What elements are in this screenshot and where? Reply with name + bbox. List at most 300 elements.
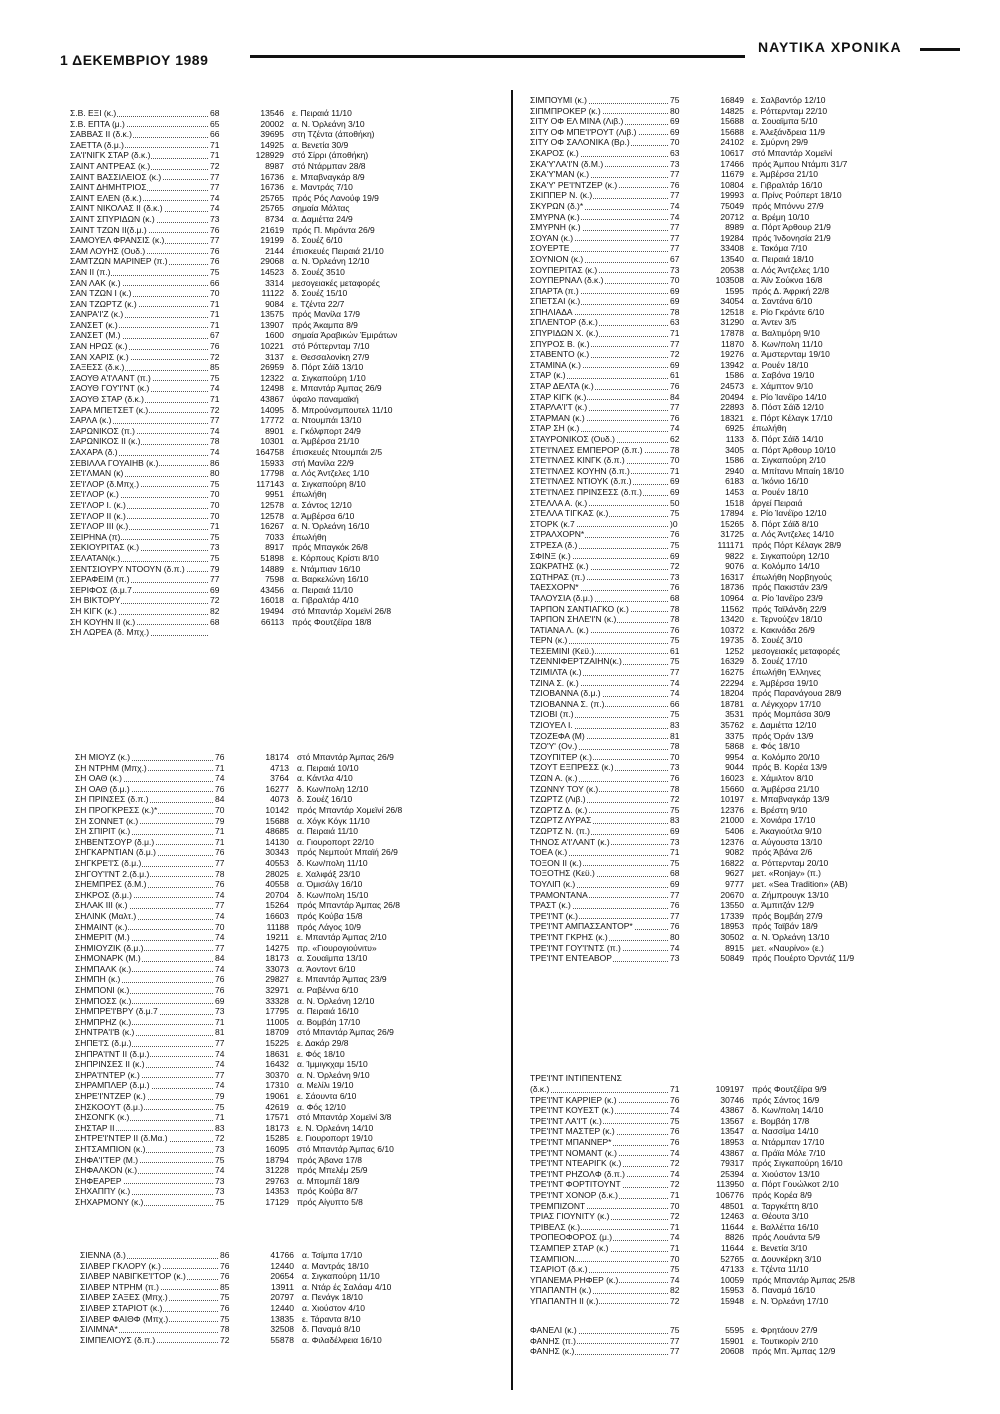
ship-row xyxy=(530,1243,970,1254)
build-year-text: 77 xyxy=(670,667,680,678)
build-year xyxy=(670,551,692,562)
build-year xyxy=(215,1017,237,1028)
tonnage xyxy=(692,868,752,879)
build-year xyxy=(215,837,237,848)
ship-row xyxy=(70,426,490,437)
position xyxy=(752,784,970,795)
position xyxy=(752,1105,970,1116)
ship-name xyxy=(70,193,210,204)
ship-row xyxy=(75,1006,495,1017)
ship-name-text: ΣΗΡΑ'Ι'ΝΤΕΡ (κ.) xyxy=(75,1069,140,1080)
build-year xyxy=(670,1158,692,1169)
ship-name-text: ΤΣΑΜΠΕΡ ΣΤΑΡ (κ.) xyxy=(530,1242,609,1253)
ship-row xyxy=(70,373,490,384)
build-year-text: 78 xyxy=(670,614,680,625)
position xyxy=(297,1102,495,1113)
build-year-text: 80 xyxy=(670,931,680,942)
tonnage-text: 30343 xyxy=(265,847,289,858)
ship-row xyxy=(70,309,490,320)
ship-row xyxy=(530,582,970,593)
build-year xyxy=(670,381,692,392)
build-year-text: 70 xyxy=(210,499,220,510)
position xyxy=(297,1197,495,1208)
build-year xyxy=(215,1133,237,1144)
tonnage-text: 16018 xyxy=(260,595,284,606)
ship-name-text: ΣΑΟΥΘ ΓΟΥ'Ι'ΝΤ (κ.) xyxy=(70,383,150,394)
ship-name xyxy=(70,436,210,447)
ship-name xyxy=(70,246,210,257)
ship-name-text: ΣΚΑ'Υ'ΜΑΝ (κ.) xyxy=(530,169,590,180)
tonnage xyxy=(692,604,752,615)
build-year-text: 77 xyxy=(210,171,220,182)
ship-name xyxy=(530,879,670,890)
position-text: δ. Παναμά 8/10 xyxy=(302,1324,361,1335)
build-year xyxy=(670,868,692,879)
ship-name xyxy=(530,1179,670,1190)
position xyxy=(752,360,970,371)
ship-name-text: ΤΡΕ'Ι'ΝΤ ΝΟΜΑΝΤ (κ.) xyxy=(530,1147,617,1158)
build-year-text: 74 xyxy=(215,1080,225,1091)
position-text: ε. Τακόμα 7/10 xyxy=(752,243,808,254)
ship-name xyxy=(530,540,670,551)
ship-name xyxy=(75,900,215,911)
build-year-text: 65 xyxy=(210,118,220,129)
ship-name-text: ΤΡΟΠΕΟΦΟΡΟΣ (μ.) xyxy=(530,1232,613,1243)
tonnage-text: 12578 xyxy=(260,499,284,510)
position-text: στό Μπαντάρ Άμπας 6/10 xyxy=(297,1143,394,1154)
ship-name xyxy=(80,1292,220,1303)
position-text: α. Μελίλι 19/10 xyxy=(297,1080,354,1091)
ship-row xyxy=(530,1211,970,1222)
build-year xyxy=(210,383,232,394)
build-year-text: 77 xyxy=(210,235,220,246)
tonnage xyxy=(232,617,292,628)
position-text: α. Θέουτα 3/10 xyxy=(752,1211,809,1222)
ship-name-text: ΣΑΟΥΘ Α'Ι'ΛΑΝΤ (π.) xyxy=(70,372,151,383)
ship-name xyxy=(530,561,670,572)
tonnage-text: 19993 xyxy=(720,190,744,201)
build-year xyxy=(210,574,232,585)
tonnage-text: 19735 xyxy=(720,635,744,646)
position xyxy=(752,572,970,583)
build-year xyxy=(670,445,692,456)
ship-name-text: ΣΜΥΡΝΑ (κ.) xyxy=(530,211,580,222)
tonnage xyxy=(237,1176,297,1187)
tonnage-text: 11122 xyxy=(261,288,284,299)
position-text: ε. Γιβραλτάρ 16/10 xyxy=(752,179,823,190)
build-year xyxy=(670,794,692,805)
build-year-text: 76 xyxy=(670,412,680,423)
build-year-text: 75 xyxy=(215,1101,225,1112)
build-year-text: 75 xyxy=(670,857,680,868)
position xyxy=(752,508,970,519)
build-year xyxy=(670,137,692,148)
position xyxy=(752,762,970,773)
tonnage xyxy=(692,762,752,773)
position-text: ε. Κόρπους Κρίστι 8/10 xyxy=(292,552,379,563)
position-text: α. Ταργκέττη 8/10 xyxy=(752,1200,819,1211)
position xyxy=(752,1264,970,1275)
ship-name xyxy=(530,328,670,339)
build-year-text: 76 xyxy=(670,1126,680,1137)
ship-name xyxy=(530,254,670,265)
build-year-text: 78 xyxy=(670,444,680,455)
position xyxy=(752,752,970,763)
tonnage xyxy=(692,1126,752,1137)
ship-name xyxy=(530,1296,670,1307)
position-text: α. Ν. Όρλεάνη 12/10 xyxy=(292,256,370,267)
tonnage xyxy=(232,225,292,236)
ship-row xyxy=(530,911,970,922)
position xyxy=(752,561,970,572)
build-year xyxy=(670,1095,692,1106)
build-year xyxy=(215,763,237,774)
build-year-text: 76 xyxy=(220,1302,230,1313)
tonnage-text: 20654 xyxy=(270,1271,294,1282)
tonnage-text: 20797 xyxy=(270,1292,294,1303)
ship-row xyxy=(530,773,970,784)
tonnage xyxy=(232,150,292,161)
tonnage xyxy=(692,1285,752,1296)
ship-row xyxy=(530,317,970,328)
position-text: α. Πειραιά 11/10 xyxy=(297,826,359,837)
tonnage xyxy=(692,1137,752,1148)
build-year-text: 75 xyxy=(210,478,220,489)
ship-name-text: ΣΙΛΒΕΡ ΦΑΙΘΦ (Μπχ.) xyxy=(80,1313,169,1324)
position xyxy=(297,985,495,996)
ship-row xyxy=(530,741,970,752)
build-year xyxy=(670,529,692,540)
tonnage xyxy=(692,667,752,678)
tonnage xyxy=(232,214,292,225)
tonnage-text: 13546 xyxy=(260,108,284,118)
tonnage xyxy=(692,794,752,805)
tonnage-text: 12322 xyxy=(260,372,284,383)
build-year-text: 74 xyxy=(670,688,680,699)
build-year-text: 73 xyxy=(215,1006,225,1017)
ship-name-text: ΤΑΤΙΑΝΑ Λ. (κ.) xyxy=(530,624,589,635)
ship-name xyxy=(75,1144,215,1155)
ship-name-text: ΤΕΡΝ (κ.) xyxy=(530,635,568,646)
tonnage xyxy=(237,847,297,858)
build-year xyxy=(210,553,232,564)
build-year-text: 78 xyxy=(670,741,680,752)
ship-name xyxy=(530,762,670,773)
ship-row xyxy=(530,180,970,191)
tonnage xyxy=(232,278,292,289)
position-text: ε. Γιουροπορτ 19/10 xyxy=(297,1133,373,1144)
position xyxy=(292,468,490,479)
ship-name xyxy=(70,150,210,161)
ship-name xyxy=(530,349,670,360)
position-text: α. Άμστερνταμ 19/10 xyxy=(752,349,830,360)
ship-name-text: ΣΩΤΗΡΑΣ (π.) xyxy=(530,571,586,582)
build-year xyxy=(670,1243,692,1254)
tonnage xyxy=(232,203,292,214)
position-text: έπωλήθη xyxy=(292,489,327,500)
build-year xyxy=(670,678,692,689)
position-text: πρός Άβανα 17/8 xyxy=(297,1154,362,1165)
position xyxy=(292,299,490,310)
tonnage xyxy=(692,180,752,191)
ship-name xyxy=(530,148,670,159)
ship-name xyxy=(530,243,670,254)
ship-list-right-2-heading: ΤΡΕ'Ι'ΝΤ ΙΝΤΙΠΕΝΤΕΝΣ xyxy=(530,1073,622,1083)
build-year-text: 72 xyxy=(210,404,220,415)
position-text: σημαία Άραβικών Έμιράτων xyxy=(292,330,398,341)
build-year-text: 73 xyxy=(670,158,680,169)
position-text: ε. Τουτικορίν 2/10 xyxy=(752,1335,818,1346)
position-text: ε. Ν. Όρλεάνη 14/10 xyxy=(297,1122,374,1133)
tonnage xyxy=(692,106,752,117)
ship-name xyxy=(70,617,210,628)
build-year xyxy=(215,953,237,964)
tonnage xyxy=(692,127,752,138)
tonnage xyxy=(692,212,752,223)
build-year-text: 78 xyxy=(210,436,220,447)
position-text: πρός Άβάνα 2/6 xyxy=(752,847,813,858)
ship-name-text: ΣΑΙΝΤ ΕΛΕΝ (δ.κ.) xyxy=(70,192,142,203)
ship-name xyxy=(70,299,210,310)
position xyxy=(752,741,970,752)
ship-row xyxy=(75,763,495,774)
ship-name-text: ΣΕΒΙΛΛΑ ΓΟΥΑΙΗΒ (κ.) xyxy=(70,457,159,468)
ship-name-text: ΣΤΑΜΙΝΑ (κ.) xyxy=(530,359,581,370)
build-year xyxy=(215,1144,237,1155)
ship-row xyxy=(530,646,970,657)
tonnage-text: 13550 xyxy=(720,900,744,911)
ship-name-text: ΣΤΑΡ ΣΗ (κ.) xyxy=(530,423,580,434)
ship-name xyxy=(75,890,215,901)
ship-name xyxy=(75,985,215,996)
tonnage xyxy=(692,466,752,477)
build-year xyxy=(220,1282,242,1293)
ship-name xyxy=(530,1158,670,1169)
build-year-text: 71 xyxy=(215,1112,225,1123)
build-year xyxy=(215,1123,237,1134)
build-year xyxy=(670,455,692,466)
position xyxy=(297,763,495,774)
position xyxy=(752,932,970,943)
tonnage-text: 103508 xyxy=(715,275,744,286)
build-year-text: 69 xyxy=(670,550,680,561)
ship-name-text: ΣΗΛΑΚ ΙΙΙ (κ.) xyxy=(75,900,128,911)
ship-row xyxy=(530,868,970,879)
build-year-text: 76 xyxy=(220,1271,230,1282)
position-text: α. Μπίτανυ Μπαίη 18/10 xyxy=(752,465,844,476)
build-year-text: 77 xyxy=(670,402,680,413)
build-year-text: 73 xyxy=(215,1143,225,1154)
ship-name-text: ΣΟΥΠΕΡΝΑΛ (δ.κ.) xyxy=(530,275,604,286)
position xyxy=(752,868,970,879)
ship-row xyxy=(530,656,970,667)
build-year-text: 75 xyxy=(670,1115,680,1126)
build-year xyxy=(670,212,692,223)
build-year xyxy=(210,362,232,373)
position-text: πρός Πουέρτο Όρντάζ 11/9 xyxy=(752,953,855,964)
build-year xyxy=(670,953,692,964)
build-year xyxy=(220,1261,242,1272)
build-year xyxy=(670,805,692,816)
tonnage xyxy=(692,826,752,837)
ship-name-text: ΣΤΕ'Ι'ΝΛΕΣ ΚΟΥΗΝ (δ.π.) xyxy=(530,465,630,476)
position xyxy=(297,784,495,795)
build-year xyxy=(210,140,232,151)
ship-row xyxy=(80,1314,500,1325)
position-text: ε. Χονιάρα 17/10 xyxy=(752,815,816,826)
build-year-text: 72 xyxy=(670,1295,680,1306)
position-text: δ. Σουέζ 3510 xyxy=(292,266,345,277)
position-text: πρός Σιγκαπούρη 16/10 xyxy=(752,1158,843,1169)
position-text: πρός Πακιστάν 23/9 xyxy=(752,582,828,593)
ship-name-text: ΣΑΞΕΣΣ (δ.κ.) xyxy=(70,362,125,373)
ship-row xyxy=(70,203,490,214)
tonnage-text: 12518 xyxy=(720,306,744,317)
position xyxy=(292,606,490,617)
ship-name-text: ΣΗ ΣΟΝΝΕΤ (κ.) xyxy=(75,815,139,826)
position xyxy=(752,222,970,233)
tonnage-text: 1595 xyxy=(725,285,744,296)
build-year-text: 86 xyxy=(210,457,220,468)
ship-name xyxy=(70,352,210,363)
build-year-text: 74 xyxy=(210,425,220,436)
ship-name xyxy=(70,288,210,299)
build-year-text: 79 xyxy=(210,563,220,574)
ship-row xyxy=(80,1292,500,1303)
ship-name xyxy=(70,574,210,585)
ship-row xyxy=(530,699,970,710)
ship-name-text: ΣΗΧΑΠΠΥ (κ.) xyxy=(75,1186,131,1197)
ship-row xyxy=(530,731,970,742)
position-text: α. Άοντοντ 6/10 xyxy=(297,963,356,974)
tonnage xyxy=(232,521,292,532)
build-year-text: 70 xyxy=(210,489,220,500)
ship-row xyxy=(530,1201,970,1212)
tonnage-text: 66113 xyxy=(260,616,284,627)
tonnage-text: 1252 xyxy=(725,645,744,656)
build-year-text: 71 xyxy=(215,826,225,837)
tonnage xyxy=(237,1144,297,1155)
position xyxy=(297,826,495,837)
build-year xyxy=(215,922,237,933)
build-year xyxy=(670,890,692,901)
ship-name xyxy=(530,339,670,350)
build-year xyxy=(670,201,692,212)
ship-name xyxy=(530,953,670,964)
ship-name-text: ΣΗ ΠΡΙΝΣΕΣ (δ.π.) xyxy=(75,794,149,805)
ship-name-text: ΣΤΡΑΛΧΟΡΝ* xyxy=(530,529,585,540)
build-year-text: 74 xyxy=(670,1168,680,1179)
tonnage xyxy=(242,1314,302,1325)
build-year-text: 72 xyxy=(210,351,220,362)
position xyxy=(297,879,495,890)
build-year-text: 83 xyxy=(215,1122,225,1133)
tonnage xyxy=(237,1197,297,1208)
position-text: πρός Άκαμπα 8/9 xyxy=(292,319,358,330)
ship-row xyxy=(530,826,970,837)
ship-name xyxy=(530,402,670,413)
ship-row xyxy=(70,383,490,394)
build-year xyxy=(670,847,692,858)
tonnage xyxy=(237,953,297,964)
tonnage-text: 16432 xyxy=(265,1059,289,1070)
build-year xyxy=(215,847,237,858)
ship-name xyxy=(70,426,210,437)
build-year xyxy=(210,468,232,479)
build-year-text: 68 xyxy=(210,616,220,627)
tonnage xyxy=(692,339,752,350)
build-year xyxy=(210,341,232,352)
ship-name-text: ΣΗΠΕ'Ι'Σ (δ.μ.) xyxy=(75,1038,132,1049)
position-text: πρός Κούβα 8/7 xyxy=(297,1186,358,1197)
ship-row xyxy=(70,436,490,447)
ship-row xyxy=(75,1070,495,1081)
ship-name-text: ΣΙΕΝΝΑ (δ.) xyxy=(80,1250,126,1260)
ship-name xyxy=(530,741,670,752)
tonnage-text: 17878 xyxy=(720,328,744,339)
build-year-text: 71 xyxy=(210,394,220,405)
ship-name-text: ΣΗΜΠΗ (κ.) xyxy=(75,974,121,985)
position-text: α. Ν. Όρλεάνη 12/10 xyxy=(297,995,375,1006)
build-year xyxy=(215,1186,237,1197)
ship-name-text: ΣΤΑΥΡΟΝΙΚΟΣ (Ουδ.) xyxy=(530,434,615,444)
ship-row xyxy=(530,201,970,212)
tonnage xyxy=(692,1346,752,1357)
build-year-text: 69 xyxy=(215,995,225,1006)
ship-row xyxy=(530,1169,970,1180)
position xyxy=(297,1186,495,1197)
position xyxy=(292,585,490,596)
position xyxy=(292,203,490,214)
tonnage-text: 8917 xyxy=(265,542,284,553)
position xyxy=(752,339,970,350)
tonnage-text: 9627 xyxy=(725,868,744,879)
ship-name-text: ΤΡΕ'Ι'ΝΤ ΓΟΥ'Ι'ΝΤΣ (π.) xyxy=(530,942,621,953)
ship-name-text: ΣΗΡΑΜΠΛΕΡ (δ.μ.) xyxy=(75,1080,150,1091)
ship-name-text: ΣΙΛΒΕΡ ΝΑΒΙΓΚΕ'Ι'ΤΟΡ (κ.) xyxy=(80,1271,186,1282)
build-year xyxy=(670,1169,692,1180)
build-year xyxy=(670,1336,692,1347)
ship-name-text: ΣΕ'Ι'ΛΟΡ ΙΙΙ (κ.) xyxy=(70,521,129,532)
ship-name-text: ΣΗΧΑΡΜΟΝΥ (κ.) xyxy=(75,1196,144,1207)
position-text: α. Βαλτιμόρη 9/10 xyxy=(752,328,820,339)
tonnage-text: 15688 xyxy=(265,815,289,826)
ship-name xyxy=(530,709,670,720)
ship-name xyxy=(530,1137,670,1148)
tonnage xyxy=(692,1190,752,1201)
build-year xyxy=(215,1176,237,1187)
position-text: α. Πειραιά 10/10 xyxy=(297,762,359,773)
ship-name xyxy=(75,816,215,827)
build-year-text: 76 xyxy=(210,256,220,267)
ship-name xyxy=(530,159,670,170)
tonnage xyxy=(237,1059,297,1070)
position xyxy=(752,1179,970,1190)
ship-name xyxy=(70,468,210,479)
ship-row xyxy=(70,320,490,331)
tonnage-text: 11562 xyxy=(720,603,744,614)
position xyxy=(292,383,490,394)
ship-name xyxy=(70,627,210,638)
position-text: α. Νασσίμα 14/10 xyxy=(752,1126,819,1137)
tonnage-text: 22893 xyxy=(720,402,744,413)
ship-name-text: ΤΡΕ'Ι'ΝΤ ΜΠΑΝΝΕΡ* xyxy=(530,1136,612,1147)
build-year-text: 79 xyxy=(215,1091,225,1101)
ship-name xyxy=(530,932,670,943)
ship-name-text: ΣΤΑΡ ΔΕΛΤΑ (κ.) xyxy=(530,381,594,392)
tonnage xyxy=(237,1112,297,1123)
ship-row xyxy=(70,108,490,119)
